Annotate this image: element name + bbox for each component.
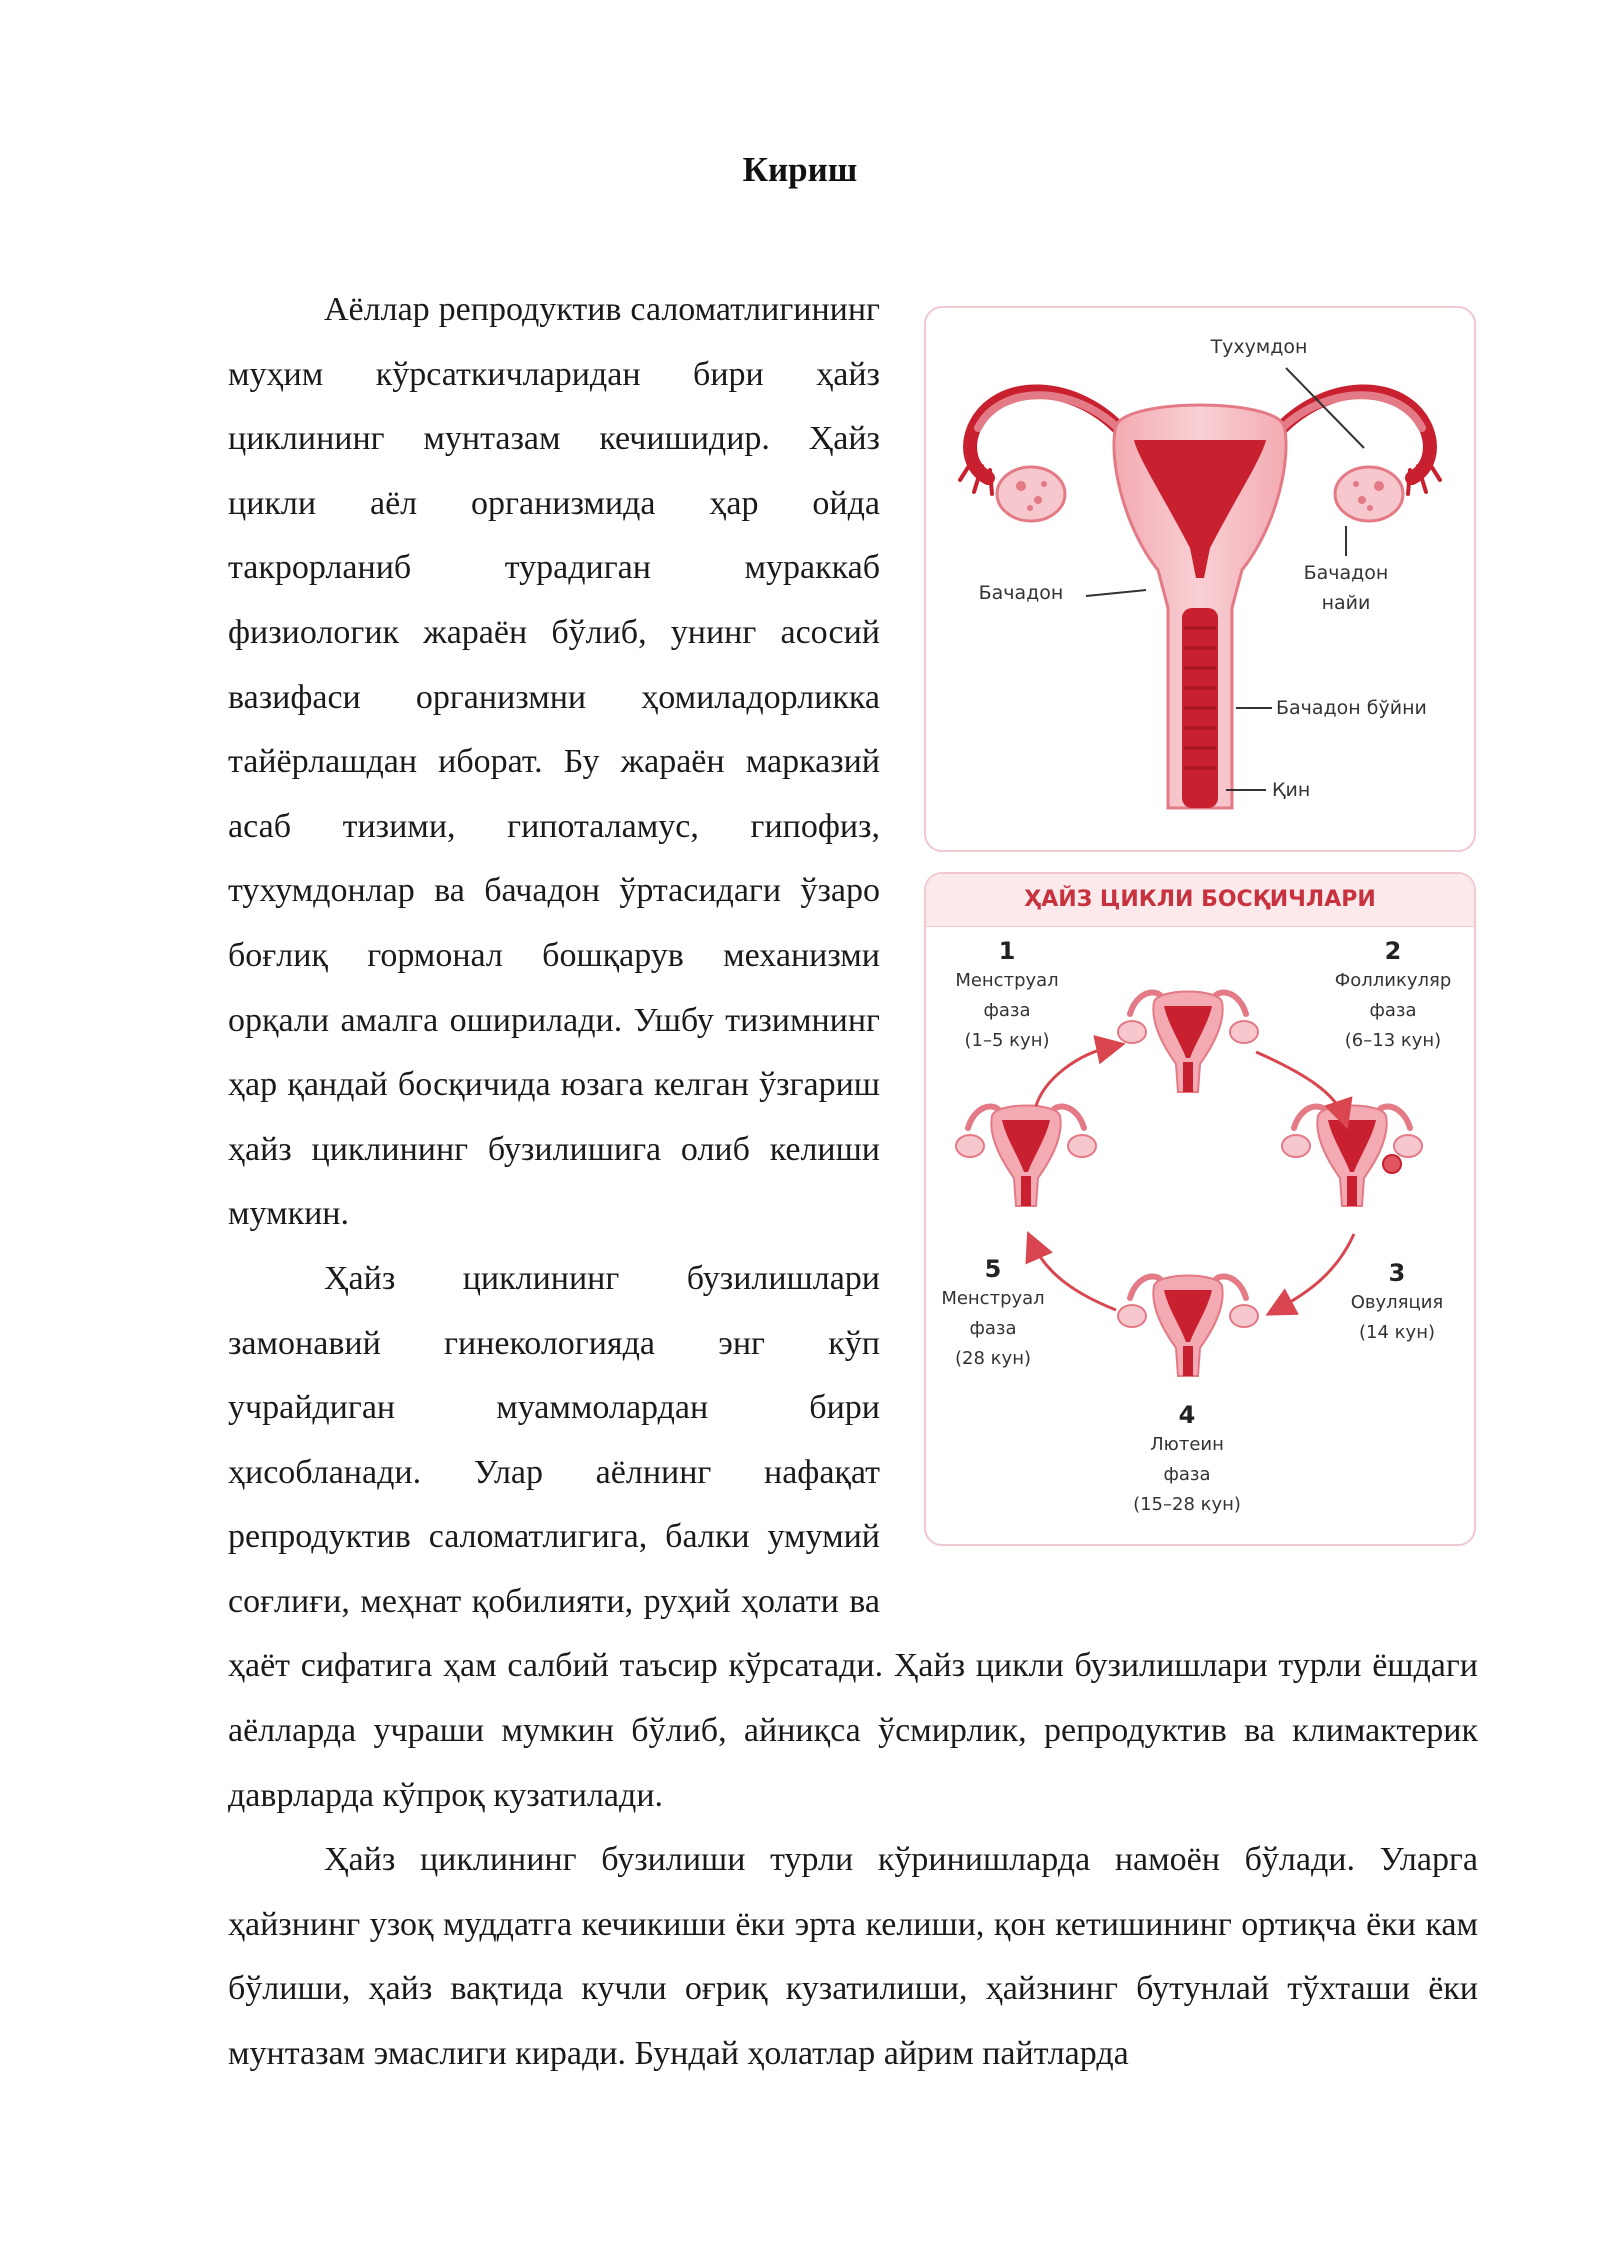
body-text [228, 278, 1478, 2087]
uterus-phase-5-icon [956, 1106, 1096, 1207]
phase-5-line1: Менструал [941, 1288, 1045, 1309]
phase-1-line3: (1–5 кун) [964, 1030, 1050, 1051]
phase-4-line3: (15–28 кун) [1133, 1494, 1241, 1515]
phase-3-line1: Овуляция [1350, 1292, 1444, 1313]
phase-4-line1: Лютеин [1150, 1434, 1224, 1455]
paragraph-3: Ҳайз циклининг бузилиши турли кўринишларда намоён бўлади. Уларга ҳайзнинг узоқ муддатга кечикиши ёки эрта келиши, қон кетишининг ортиқча ёки кам бўлиши, ҳайз вақтида кучли оғриқ кузатилиши, ҳайзнинг бутунлай тўхташи ёки мунтазам эмаслиги киради. Бундай ҳолатлар айрим пайтларда [228, 1841, 1478, 2073]
label-tube-line2: найи [1321, 592, 1371, 614]
phase-3 [1322, 1258, 1472, 1348]
paragraph-2: Ҳайз циклининг бузилишлари замонавий гинекологияда энг кўп учрайдиган муаммолардан бири ҳисобланади. Улар аёлнинг нафақат репродуктив саломатлигига, балки умумий соғлиғи, меҳнат қобилияти, руҳий ҳолати ва ҳаёт сифатига ҳам салбий таъсир кўрсатади. Ҳайз цикли бузилишлари турли ёшдаги аёлларда учраши мумкин бўлиб, айниқса ўсмирлик, репродуктив ва климактерик даврларда кўпроқ кузатилади. [228, 1259, 1478, 1814]
phase-5-line3: (28 кун) [955, 1348, 1031, 1369]
phase-4-number: 4 [1178, 1401, 1196, 1429]
phase-2-line3: (6–13 кун) [1344, 1030, 1442, 1051]
paragraph-1: Аёллар репродуктив саломатлигининг муҳим кўрсаткичларидан бири ҳайз циклининг мунтазам кечишидир. Ҳайз цикли аёл организмида ҳар ойда такрорланиб турадиган мураккаб физиологик жараён бўлиб, унинг асосий вазифаси организмни ҳомиладорликка тайёрлашдан иборат. Бу жараён марказий асаб тизими, гипоталамус, гипофиз, тухумдонлар ва бачадон ўртасидаги ўзаро боғлиқ гормонал бошқарув механизми орқали амалга оширилади. Ушбу тизимнинг ҳар қандай босқичида юзага келган ўзгариш ҳайз циклининг бузилишига олиб келиши мумкин. [228, 291, 880, 1233]
figure-column [918, 288, 1478, 1576]
uterus-leader-line [1086, 590, 1146, 596]
egg-icon [1383, 1155, 1401, 1173]
phase-1-number: 1 [998, 937, 1016, 965]
phase-5-number: 5 [984, 1255, 1002, 1283]
phase-5 [924, 1254, 1068, 1374]
phase-2-line1: Фолликуляр [1334, 970, 1452, 991]
cycle-figure-header: ҲАЙЗ ЦИКЛИ БОСҚИЧЛАРИ [926, 874, 1474, 927]
phase-2-number: 2 [1384, 937, 1402, 965]
label-cervix: Бачадон бўйни [1276, 697, 1427, 719]
uterus-phase-1-icon [1118, 992, 1258, 1093]
label-vagina: Қин [1272, 779, 1311, 801]
uterus-phase-4-icon [1118, 1276, 1258, 1377]
phase-3-line2: (14 кун) [1359, 1322, 1435, 1343]
label-uterus: Бачадон [978, 582, 1064, 604]
phase-4 [1112, 1400, 1262, 1520]
phase-4-line2: фаза [1163, 1464, 1211, 1485]
phase-1-line1: Менструал [955, 970, 1059, 991]
anatomy-figure [924, 306, 1476, 852]
label-fallopian-tube [1286, 558, 1406, 618]
uterus-phase-2-icon [1282, 1106, 1422, 1207]
phase-1-line2: фаза [983, 1000, 1031, 1021]
phase-2-line2: фаза [1369, 1000, 1417, 1021]
phase-2 [1318, 936, 1468, 1056]
label-ovary: Тухумдон [1210, 336, 1308, 358]
phase-1 [932, 936, 1082, 1056]
phase-3-number: 3 [1388, 1259, 1406, 1287]
cycle-figure [924, 872, 1476, 1546]
phase-5-line2: фаза [969, 1318, 1017, 1339]
page-title: Кириш [742, 150, 858, 189]
label-tube-line1: Бачадон [1303, 562, 1389, 584]
